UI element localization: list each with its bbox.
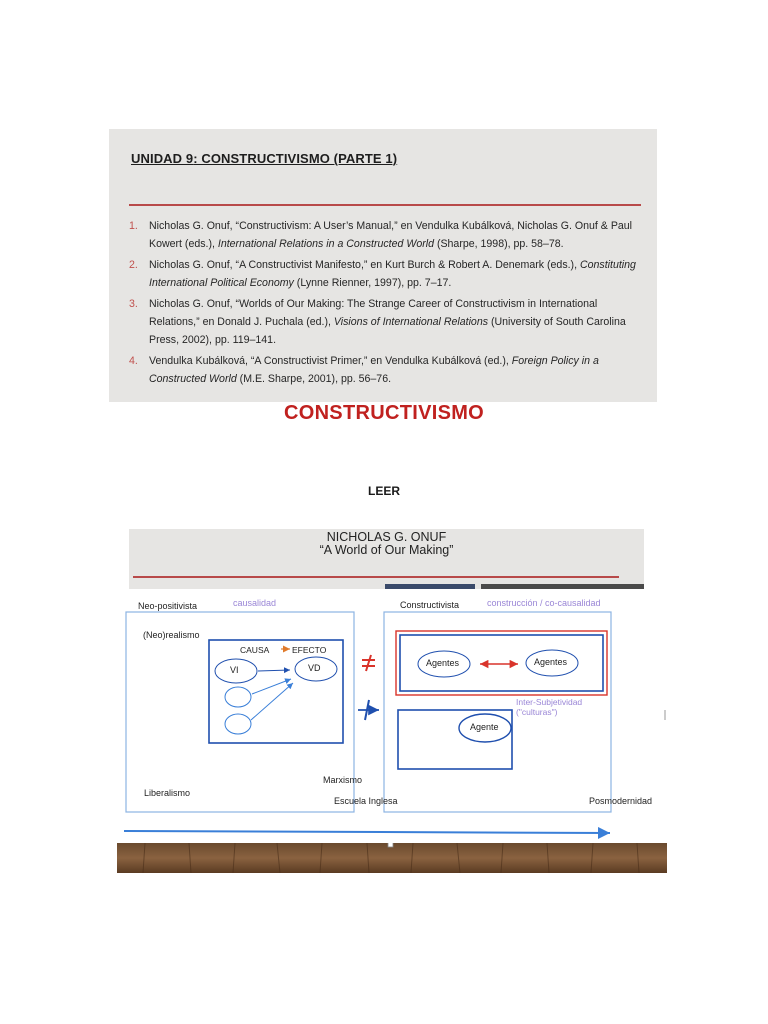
- reference-item: [123, 295, 643, 349]
- causal-arrow: [251, 683, 293, 720]
- slide-book-title: “A World of Our Making”: [319, 543, 454, 557]
- neopositivist-frame: [126, 612, 354, 812]
- agentes-label: Agentes: [534, 657, 568, 667]
- reference-number: 2.: [129, 259, 138, 271]
- reference-book-title: Foreign Policy in a Constructed World: [149, 355, 599, 385]
- variable-ellipse: [225, 714, 251, 734]
- slide-title: [131, 151, 397, 166]
- causa-label: CAUSA: [240, 645, 270, 655]
- postmodernity-label: Posmodernidad: [589, 796, 653, 806]
- causality-label: causalidad: [233, 598, 277, 608]
- reference-item: [123, 217, 643, 253]
- agente-label: Agente: [470, 722, 499, 732]
- unit-topic: : CONSTRUCTIVISMO (PARTE 1): [193, 151, 398, 166]
- reference-publisher: (M.E. Sharpe, 2001), pp. 56–76.: [236, 373, 392, 385]
- reference-book-title: International Relations in a Constructed World: [217, 238, 434, 250]
- neorealism-label: (Neo)realismo: [143, 630, 200, 640]
- reference-book-title: Constituting International Political Economy: [149, 259, 636, 289]
- reference-list: [123, 217, 643, 391]
- reference-item: [123, 256, 643, 292]
- causal-arrow: [252, 679, 291, 694]
- unit-label: UNIDAD 9: [131, 151, 194, 166]
- vi-label: VI: [230, 665, 239, 675]
- reference-number: 3.: [129, 298, 138, 310]
- vi-vd-arrow: [258, 670, 290, 671]
- neopositivist-label: Neo-positivista: [138, 601, 198, 611]
- title-divider: [133, 576, 619, 578]
- reference-number: 4.: [129, 355, 138, 367]
- theory-diagram: [117, 588, 667, 844]
- constructivist-label: Constructivista: [400, 600, 460, 610]
- wood-floor-image: [117, 843, 667, 873]
- not-equal-icon: [362, 655, 375, 671]
- intersubjectivity-label-line1: Inter-Subjetividad: [516, 697, 583, 707]
- slide-unidad-9: [109, 129, 657, 402]
- marxism-label: Marxismo: [323, 775, 363, 785]
- reference-item: [123, 352, 643, 388]
- reference-publisher: (Sharpe, 1998), pp. 58–78.: [434, 238, 564, 250]
- english-school-label: Escuela Inglesa: [334, 796, 398, 806]
- vd-label: VD: [308, 663, 321, 673]
- reference-book-title: Visions of International Relations: [333, 316, 489, 328]
- reference-text: Nicholas G. Onuf, “Worlds of Our Making: The Strange Career of Constructivism in International Relations,” en Donald J. Puchala (ed.),: [149, 298, 598, 328]
- intersubjectivity-label-line2: ("culturas"): [516, 707, 558, 717]
- efecto-label: EFECTO: [292, 645, 327, 655]
- agentes-label: Agentes: [426, 658, 460, 668]
- intersubjectivity-label: [516, 697, 582, 717]
- construction-label: construcción / co-causalidad: [487, 598, 601, 608]
- reference-text: Nicholas G. Onuf, “A Constructivist Manifesto,” en Kurt Burch & Robert A. Denemark (eds.),: [149, 259, 580, 271]
- spectrum-arrow: [124, 831, 610, 833]
- reference-publisher: (Lynne Rienner, 1997), pp. 7–17.: [293, 277, 452, 289]
- slide-onuf-header: [129, 529, 644, 589]
- reference-publisher: (University of South Carolina Press, 2002), pp. 119–141.: [149, 316, 626, 346]
- title-divider: [129, 204, 641, 206]
- reference-number: 1.: [129, 220, 138, 232]
- liberalism-label: Liberalismo: [144, 788, 191, 798]
- reference-text: Vendulka Kubálková, “A Constructivist Primer,” en Vendulka Kubálková (ed.),: [149, 355, 512, 367]
- blocked-arrow-icon: [358, 700, 379, 720]
- slide-title: [129, 531, 644, 557]
- document-heading: CONSTRUCTIVISMO: [283, 402, 485, 424]
- read-label: LEER: [367, 484, 400, 498]
- variable-ellipse: [225, 687, 251, 707]
- reference-text: Nicholas G. Onuf, “Constructivism: A User’s Manual,” en Vendulka Kubálková, Nicholas G. Onuf & Paul Kowert (eds.),: [149, 220, 633, 250]
- slide-author: NICHOLAS G. ONUF: [326, 530, 447, 544]
